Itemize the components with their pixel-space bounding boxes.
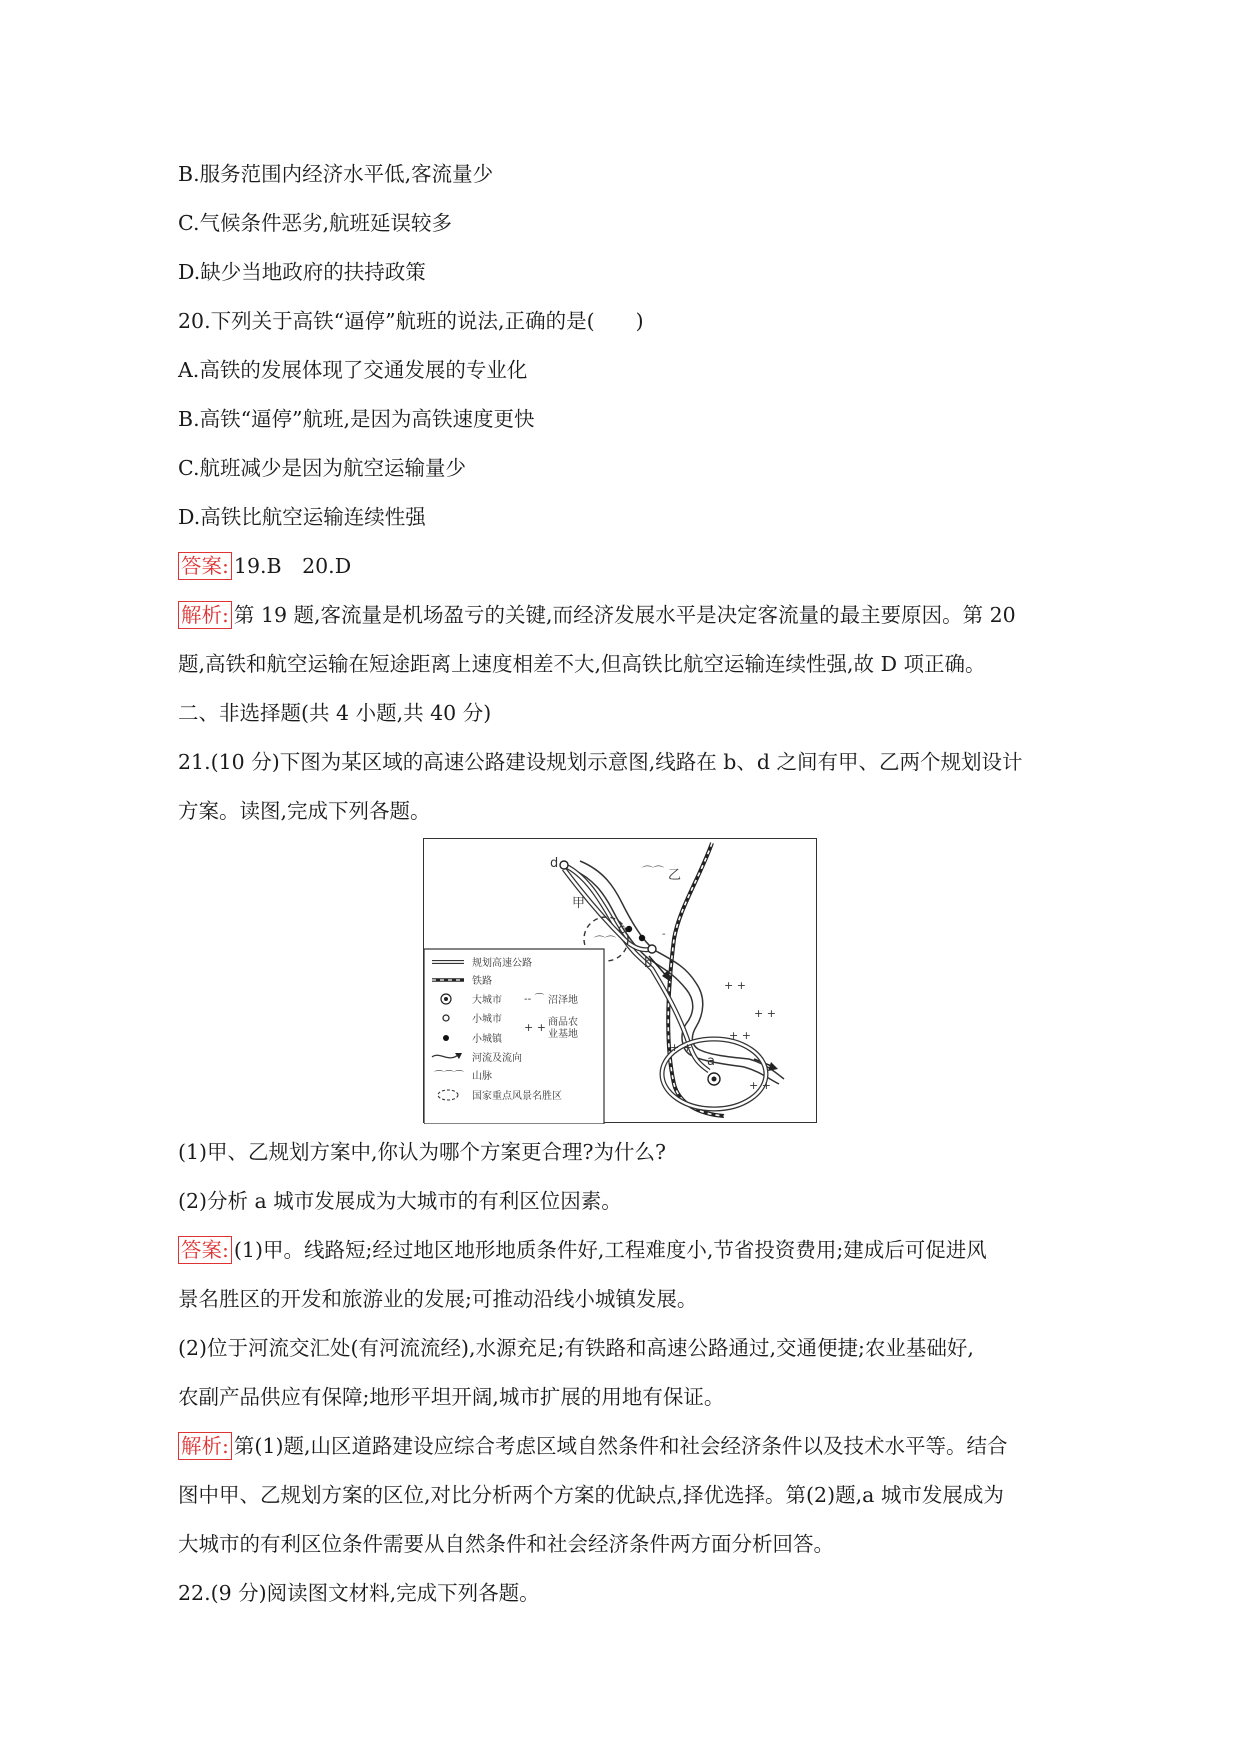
question-20: 20.下列关于高铁“逼停”航班的说法,正确的是( ) [178, 309, 644, 333]
legend-marsh: 沼泽地 [548, 995, 578, 1006]
map-label-jia: 甲 [572, 896, 586, 911]
answer-2-line-3: (2)位于河流交汇处(有河流流经),水源充足;有铁路和高速公路通过,交通便捷;农业基础好, [178, 1336, 974, 1360]
legend-big-city: 大城市 [472, 995, 502, 1006]
map-label-a: a [707, 1054, 715, 1069]
explanation-text: 第 19 题,客流量是机场盈亏的关键,而经济发展水平是决定客流量的最主要原因。第 20 [233, 603, 1016, 627]
legend-agri-line-2: 业基地 [548, 1029, 578, 1040]
answer-text: (1)甲。线路短;经过地区地形地质条件好,工程难度小,节省投资费用;建成后可促进风 [233, 1238, 987, 1262]
explanation-tag: 解析: [178, 1432, 232, 1460]
option-19b: B.服务范围内经济水平低,客流量少 [178, 162, 494, 186]
svg-text:-- ⌒: -- ⌒ [524, 994, 545, 1005]
option-19d: D.缺少当地政府的扶持政策 [178, 260, 426, 284]
answer-2-line-4: 农副产品供应有保障;地形平坦开阔,城市扩展的用地有保证。 [178, 1385, 725, 1409]
svg-text:+ +: + + [724, 979, 746, 992]
option-20d: D.高铁比航空运输连续性强 [178, 505, 426, 529]
question-22: 22.(9 分)阅读图文材料,完成下列各题。 [178, 1581, 540, 1605]
svg-text:+ +: + + [749, 1079, 771, 1092]
svg-text:+ +: + + [670, 1041, 692, 1054]
map-label-yi: 乙 [668, 868, 682, 883]
answer-tag: 答案: [178, 1236, 232, 1264]
legend-mountain: 山脉 [472, 1071, 492, 1082]
svg-text:⌒⌒⌒: ⌒⌒⌒ [434, 1071, 464, 1082]
option-20a: A.高铁的发展体现了交通发展的专业化 [178, 358, 528, 382]
explanation-2-line-3: 大城市的有利区位条件需要从自然条件和社会经济条件两方面分析回答。 [178, 1532, 834, 1556]
section-heading: 二、非选择题(共 4 小题,共 40 分) [178, 701, 492, 725]
explanation-2-line-2: 图中甲、乙规划方案的区位,对比分析两个方案的优缺点,择优选择。第(2)题,a 城市发展成为 [178, 1483, 1004, 1507]
map-label-c: c [618, 922, 626, 937]
svg-text:-: - [662, 929, 666, 940]
svg-text:+ +: + + [754, 1007, 776, 1020]
svg-text:⌒⌒: ⌒⌒ [594, 935, 616, 948]
answer-text: 19.B 20.D [233, 554, 352, 578]
explanation-tag: 解析: [178, 601, 232, 629]
question-21-part-2: (2)分析 a 城市发展成为大城市的有利区位因素。 [178, 1189, 622, 1213]
legend-railway: 铁路 [472, 976, 492, 987]
explanation-2-line-1 [178, 1432, 1007, 1460]
svg-text:⌒⌒: ⌒⌒ [642, 865, 664, 878]
legend-scenic: 国家重点风景名胜区 [472, 1091, 562, 1102]
explanation-1-line-2: 题,高铁和航空运输在短途距离上速度相差不大,但高铁比航空运输连续性强,故 D 项正确。 [178, 652, 986, 676]
svg-text:+ +: + + [524, 1021, 546, 1034]
option-20b: B.高铁“逼停”航班,是因为高铁速度更快 [178, 407, 535, 431]
legend-highway: 规划高速公路 [472, 958, 532, 969]
svg-text:+ +: + + [729, 1029, 751, 1042]
answer-2-line-1 [178, 1236, 987, 1264]
explanation-text: 第(1)题,山区道路建设应综合考虑区域自然条件和社会经济条件以及技术水平等。结合 [233, 1434, 1008, 1458]
highway-planning-map [423, 838, 817, 1123]
answer-tag: 答案: [178, 552, 232, 580]
question-21-line-2: 方案。读图,完成下列各题。 [178, 799, 431, 823]
question-21-part-1: (1)甲、乙规划方案中,你认为哪个方案更合理?为什么? [178, 1140, 667, 1164]
answer-2-line-2: 景名胜区的开发和旅游业的发展;可推动沿线小城镇发展。 [178, 1287, 698, 1311]
map-label-b: b [644, 956, 653, 971]
question-21-line-1: 21.(10 分)下图为某区域的高速公路建设规划示意图,线路在 b、d 之间有甲、乙两个规划设计 [178, 750, 1023, 774]
explanation-1-line-1 [178, 601, 1016, 629]
legend-small-city: 小城市 [472, 1014, 502, 1025]
option-19c: C.气候条件恶劣,航班延误较多 [178, 211, 452, 235]
legend-town: 小城镇 [472, 1034, 502, 1045]
map-label-d: d [550, 856, 559, 871]
answer-1 [178, 552, 351, 580]
legend-agri-line-1: 商品农 [548, 1017, 578, 1028]
legend-river: 河流及流向 [472, 1053, 522, 1064]
option-20c: C.航班减少是因为航空运输量少 [178, 456, 466, 480]
